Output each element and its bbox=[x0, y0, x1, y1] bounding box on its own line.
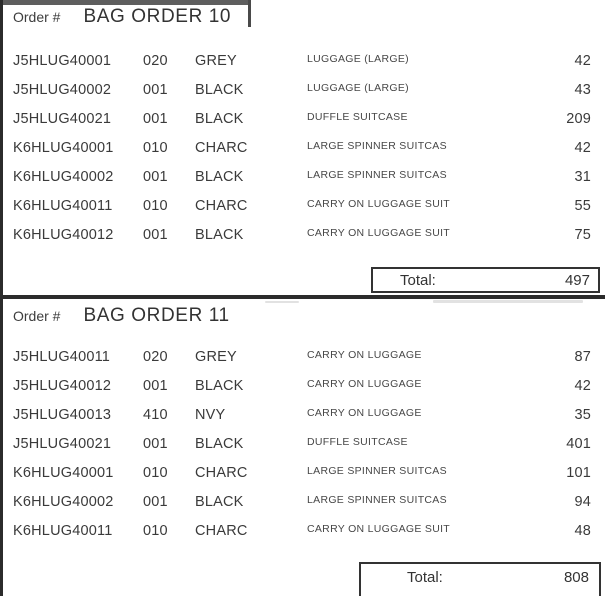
quantity-cell: 101 bbox=[566, 464, 591, 481]
color-name-cell: GREY bbox=[195, 52, 237, 69]
section-header bbox=[13, 305, 230, 327]
quantity-cell: 401 bbox=[566, 435, 591, 452]
color-name-cell: BLACK bbox=[195, 493, 244, 510]
quantity-cell: 31 bbox=[574, 168, 591, 185]
sku-cell: K6HLUG40002 bbox=[13, 493, 114, 510]
quantity-cell: 94 bbox=[574, 493, 591, 510]
description-cell: DUFFLE SUITCASE bbox=[307, 110, 408, 123]
sku-cell: J5HLUG40011 bbox=[13, 348, 111, 365]
sku-cell: J5HLUG40013 bbox=[13, 406, 112, 423]
total-label: Total: bbox=[400, 271, 436, 289]
crop-edge-mark bbox=[248, 0, 251, 27]
description-cell: CARRY ON LUGGAGE bbox=[307, 348, 422, 361]
quantity-cell: 87 bbox=[574, 348, 591, 365]
table-row bbox=[3, 342, 605, 371]
table-row bbox=[3, 133, 605, 162]
description-cell: LUGGAGE (LARGE) bbox=[307, 52, 409, 65]
description-cell: LARGE SPINNER SUITCAS bbox=[307, 139, 447, 152]
description-cell: LUGGAGE (LARGE) bbox=[307, 81, 409, 94]
color-name-cell: BLACK bbox=[195, 377, 244, 394]
color-code-cell: 001 bbox=[143, 377, 168, 394]
scan-artifact bbox=[433, 300, 583, 303]
sku-cell: K6HLUG40012 bbox=[13, 226, 114, 243]
total-value: 808 bbox=[563, 569, 589, 586]
color-code-cell: 010 bbox=[143, 139, 168, 156]
order-title: BAG ORDER 10 bbox=[83, 6, 232, 27]
quantity-cell: 55 bbox=[574, 197, 591, 214]
color-name-cell: GREY bbox=[195, 348, 237, 365]
color-code-cell: 001 bbox=[143, 226, 168, 243]
color-name-cell: CHARC bbox=[195, 139, 248, 156]
description-cell: LARGE SPINNER SUITCAS bbox=[307, 493, 447, 506]
color-code-cell: 020 bbox=[143, 348, 168, 365]
sku-cell: J5HLUG40012 bbox=[13, 377, 112, 394]
color-code-cell: 010 bbox=[143, 197, 168, 214]
color-name-cell: BLACK bbox=[195, 226, 244, 243]
total-box bbox=[371, 267, 600, 293]
total-box bbox=[359, 562, 601, 596]
sku-cell: K6HLUG40001 bbox=[13, 464, 114, 481]
sku-cell: K6HLUG40002 bbox=[13, 168, 114, 185]
quantity-cell: 42 bbox=[574, 139, 591, 156]
color-code-cell: 020 bbox=[143, 52, 168, 69]
description-cell: DUFFLE SUITCASE bbox=[307, 435, 408, 448]
color-name-cell: CHARC bbox=[195, 464, 248, 481]
color-code-cell: 001 bbox=[143, 493, 168, 510]
quantity-cell: 75 bbox=[574, 226, 591, 243]
sku-cell: J5HLUG40001 bbox=[13, 52, 112, 69]
color-code-cell: 001 bbox=[143, 81, 168, 98]
quantity-cell: 48 bbox=[574, 522, 591, 539]
table-row bbox=[3, 429, 605, 458]
sku-cell: K6HLUG40011 bbox=[13, 197, 113, 214]
description-cell: CARRY ON LUGGAGE SUIT bbox=[307, 522, 451, 535]
table-row bbox=[3, 220, 605, 249]
sku-cell: J5HLUG40021 bbox=[13, 435, 112, 452]
quantity-cell: 209 bbox=[566, 110, 591, 127]
description-cell: LARGE SPINNER SUITCAS bbox=[307, 168, 447, 181]
order-line-items bbox=[3, 46, 605, 249]
quantity-cell: 42 bbox=[574, 52, 591, 69]
description-cell: CARRY ON LUGGAGE bbox=[307, 377, 422, 390]
total-value: 497 bbox=[564, 271, 590, 289]
sku-cell: J5HLUG40002 bbox=[13, 81, 112, 98]
sku-cell: K6HLUG40011 bbox=[13, 522, 113, 539]
order-line-items bbox=[3, 342, 605, 545]
table-row bbox=[3, 371, 605, 400]
color-code-cell: 010 bbox=[143, 522, 168, 539]
order-section-bag-order-11 bbox=[0, 299, 605, 596]
order-title: BAG ORDER 11 bbox=[83, 305, 230, 326]
table-row bbox=[3, 75, 605, 104]
quantity-cell: 35 bbox=[574, 406, 591, 423]
quantity-cell: 42 bbox=[574, 377, 591, 394]
table-row bbox=[3, 104, 605, 133]
table-row bbox=[3, 46, 605, 75]
sku-cell: K6HLUG40001 bbox=[13, 139, 114, 156]
order-number-label: Order # bbox=[13, 308, 61, 324]
color-name-cell: BLACK bbox=[195, 110, 244, 127]
description-cell: CARRY ON LUGGAGE SUIT bbox=[307, 226, 451, 239]
color-name-cell: BLACK bbox=[195, 435, 244, 452]
table-row bbox=[3, 162, 605, 191]
table-row bbox=[3, 458, 605, 487]
color-code-cell: 001 bbox=[143, 435, 168, 452]
color-name-cell: CHARC bbox=[195, 197, 248, 214]
table-row bbox=[3, 487, 605, 516]
table-row bbox=[3, 516, 605, 545]
description-cell: CARRY ON LUGGAGE bbox=[307, 406, 422, 419]
table-row bbox=[3, 191, 605, 220]
quantity-cell: 43 bbox=[574, 81, 591, 98]
color-name-cell: NVY bbox=[195, 406, 226, 423]
color-code-cell: 001 bbox=[143, 168, 168, 185]
section-top-border bbox=[3, 0, 251, 5]
sku-cell: J5HLUG40021 bbox=[13, 110, 112, 127]
description-cell: LARGE SPINNER SUITCAS bbox=[307, 464, 447, 477]
description-cell: CARRY ON LUGGAGE SUIT bbox=[307, 197, 451, 210]
color-code-cell: 410 bbox=[143, 406, 168, 423]
scan-artifact bbox=[265, 301, 299, 303]
order-number-label: Order # bbox=[13, 9, 61, 25]
color-code-cell: 010 bbox=[143, 464, 168, 481]
color-code-cell: 001 bbox=[143, 110, 168, 127]
color-name-cell: BLACK bbox=[195, 168, 244, 185]
color-name-cell: CHARC bbox=[195, 522, 248, 539]
total-label: Total: bbox=[407, 569, 443, 586]
color-name-cell: BLACK bbox=[195, 81, 244, 98]
section-header bbox=[13, 6, 231, 28]
table-row bbox=[3, 400, 605, 429]
